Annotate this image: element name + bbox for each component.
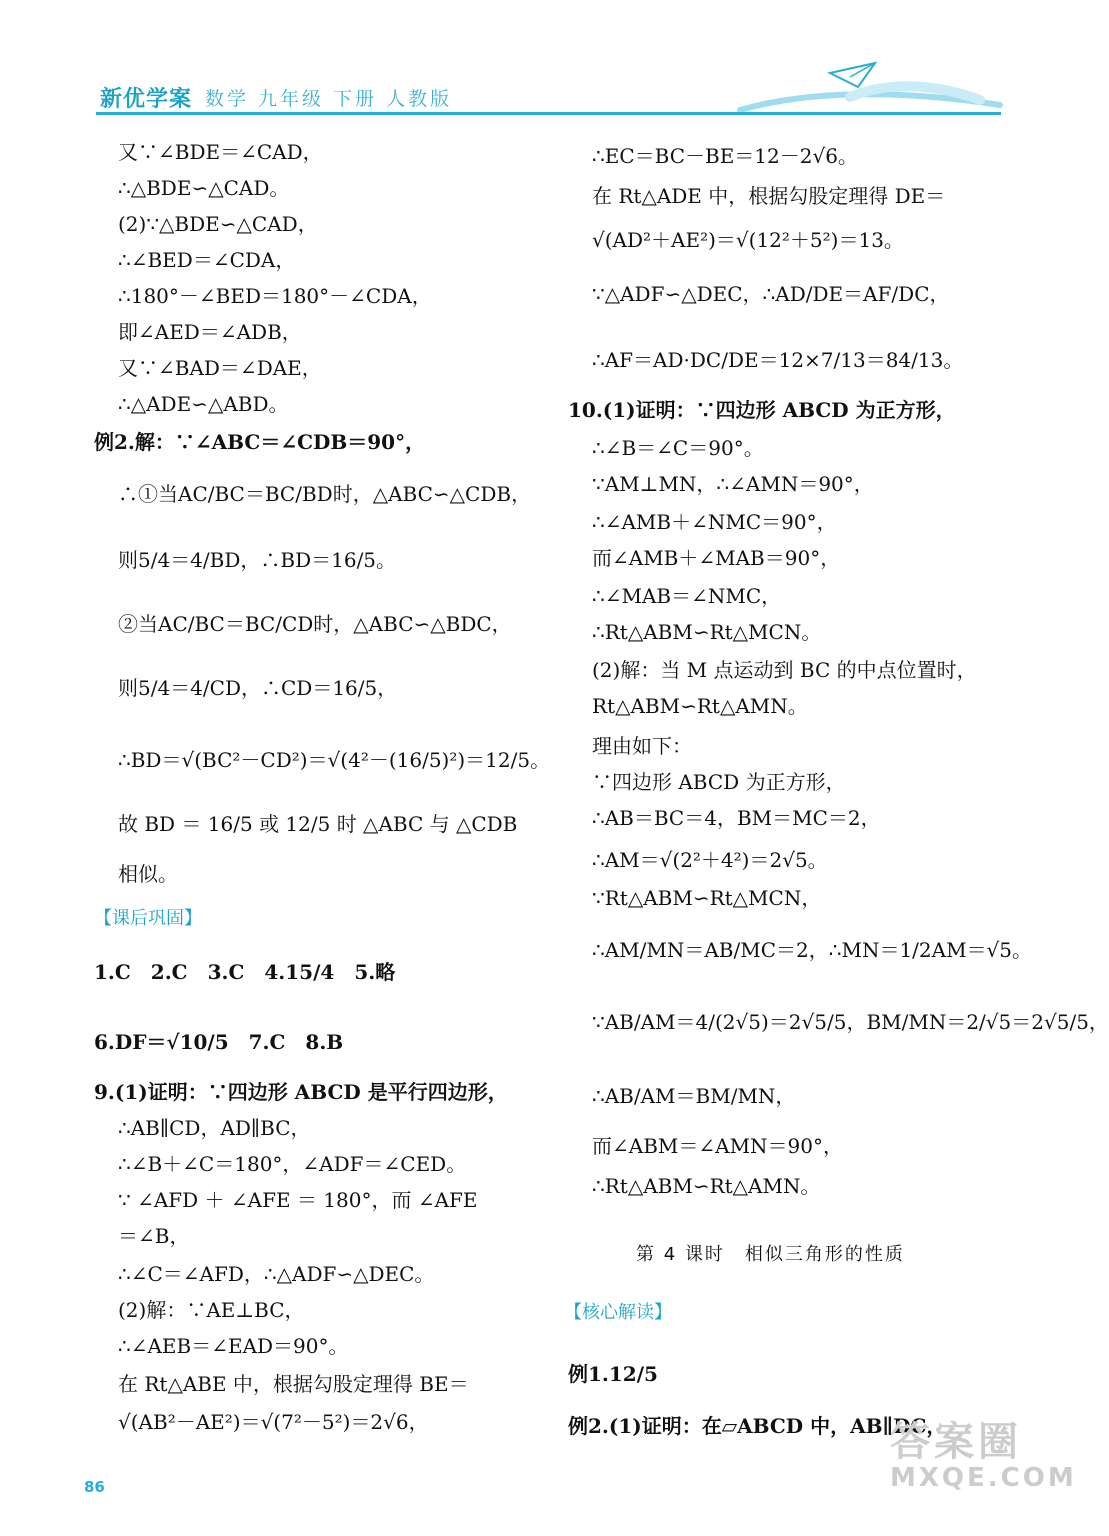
lesson-title: 第 4 课时 相似三角形的性质 <box>636 1244 905 1265</box>
solution-line: ∴EC＝BC－BE＝12－2√6。 <box>592 144 858 168</box>
solution-line: 而∠AMB＋∠MAB＝90°， <box>592 546 841 570</box>
solution-line: ∴Rt△ABM∽Rt△MCN。 <box>592 620 822 644</box>
solution-line: ∴BD＝√(BC²－CD²)＝√(4²－(16/5)²)＝12/5。 <box>118 748 551 772</box>
solution-line: 相似。 <box>118 862 178 886</box>
solution-line: ∴∠MAB＝∠NMC， <box>592 584 782 608</box>
solution-line: 故 BD ＝ 16/5 或 12/5 时 △ABC 与 △CDB <box>118 812 518 836</box>
solution-line: ∴AB∥CD，AD∥BC， <box>118 1116 311 1140</box>
solution-line: 则5/4＝4/BD，∴BD＝16/5。 <box>118 548 397 572</box>
example-heading: 例2.解：∵∠ABC＝∠CDB＝90°， <box>94 430 426 454</box>
solution-line: ∴∠BED＝∠CDA， <box>118 248 296 272</box>
problem-heading: 9.(1)证明：∵四边形 ABCD 是平行四边形， <box>94 1080 508 1104</box>
solution-line: ∴AB/AM＝BM/MN， <box>592 1084 796 1108</box>
solution-line: 而∠ABM＝∠AMN＝90°， <box>592 1134 844 1158</box>
solution-line: (2)∵△BDE∽△CAD， <box>118 212 318 236</box>
solution-line: ∴180°－∠BED＝180°－∠CDA， <box>118 284 432 308</box>
watermark <box>890 1410 1077 1493</box>
answer-row: 6.DF＝√10/5 7.C 8.B <box>94 1030 344 1054</box>
solution-line: 在 Rt△ADE 中，根据勾股定理得 DE＝ <box>592 184 946 208</box>
section-tag-core: 【核心解读】 <box>564 1302 672 1323</box>
example-heading: 例2.(1)证明：在▱ABCD 中，AB∥DC， <box>568 1414 947 1438</box>
solution-line: ∴∠C＝∠AFD，∴△ADF∽△DEC。 <box>118 1262 435 1286</box>
solution-line: (2)解：∵AE⊥BC， <box>118 1298 305 1322</box>
solution-line: ∴①当AC/BC＝BC/BD时，△ABC∽△CDB， <box>118 482 532 506</box>
solution-line: (2)解：当 M 点运动到 BC 的中点位置时， <box>592 658 977 682</box>
solution-line: ∴∠AEB＝∠EAD＝90°。 <box>118 1334 349 1358</box>
solution-line: ∴Rt△ABM∽Rt△AMN。 <box>592 1174 821 1198</box>
solution-line: ∵AM⊥MN，∴∠AMN＝90°， <box>592 472 874 496</box>
solution-line: 又∵∠BAD＝∠DAE， <box>118 356 322 380</box>
watermark-top: 答案圈 <box>890 1419 1022 1465</box>
solution-line: ∵△ADF∽△DEC，∴AD/DE＝AF/DC， <box>592 282 950 306</box>
section-tag-review: 【课后巩固】 <box>94 908 202 929</box>
solution-line: √(AB²－AE²)＝√(7²－5²)＝2√6， <box>118 1410 429 1434</box>
watermark-bottom: MXQE.COM <box>890 1463 1077 1493</box>
solution-line: 理由如下： <box>592 734 692 758</box>
page-number: 86 <box>84 1478 105 1496</box>
solution-line: 在 Rt△ABE 中，根据勾股定理得 BE＝ <box>118 1372 469 1396</box>
example-heading: 例1.12/5 <box>568 1362 658 1386</box>
solution-line: ∴AM/MN＝AB/MC＝2，∴MN＝1/2AM＝√5。 <box>592 938 1033 962</box>
solution-line: Rt△ABM∽Rt△AMN。 <box>592 694 808 718</box>
paper-plane-icon <box>700 55 1010 115</box>
solution-line: ∵ ∠AFD ＋ ∠AFE ＝ 180°，而 ∠AFE <box>118 1188 478 1212</box>
solution-line: ∴∠AMB＋∠NMC＝90°， <box>592 510 837 534</box>
answer-row: 1.C 2.C 3.C 4.15/4 5.略 <box>94 960 396 984</box>
solution-line: 则5/4＝4/CD，∴CD＝16/5， <box>118 676 398 700</box>
solution-line: ∵Rt△ABM∽Rt△MCN， <box>592 886 822 910</box>
book-subtitle: 数学 九年级 下册 人教版 <box>205 88 453 110</box>
solution-line: ∴∠B＋∠C＝180°，∠ADF＝∠CED。 <box>118 1152 467 1176</box>
solution-line: 即∠AED＝∠ADB， <box>118 320 302 344</box>
solution-line: ∵AB/AM＝4/(2√5)＝2√5/5，BM/MN＝2/√5＝2√5/5， <box>592 1010 1109 1034</box>
solution-line: √(AD²＋AE²)＝√(12²＋5²)＝13。 <box>592 228 904 252</box>
solution-line: ∴△BDE∽△CAD。 <box>118 176 290 200</box>
solution-line: ∴∠B＝∠C＝90°。 <box>592 436 764 460</box>
solution-line: ∴AF＝AD·DC/DE＝12×7/13＝84/13。 <box>592 348 964 372</box>
solution-line: ∴AM＝√(2²＋4²)＝2√5。 <box>592 848 828 872</box>
solution-line: ∵四边形 ABCD 为正方形， <box>592 770 846 794</box>
problem-heading: 10.(1)证明：∵四边形 ABCD 为正方形， <box>568 398 956 422</box>
brand-logo-text: 新优学案 <box>100 87 193 112</box>
solution-line: ∴AB＝BC＝4，BM＝MC＝2， <box>592 806 881 830</box>
page-header <box>0 0 1056 130</box>
solution-line: 又∵∠BDE＝∠CAD， <box>118 140 323 164</box>
header-rule <box>96 112 1001 115</box>
solution-line: ∴△ADE∽△ABD。 <box>118 392 289 416</box>
solution-line: ②当AC/BC＝BC/CD时，△ABC∽△BDC， <box>118 612 512 636</box>
solution-line: ＝∠B， <box>118 1224 190 1248</box>
